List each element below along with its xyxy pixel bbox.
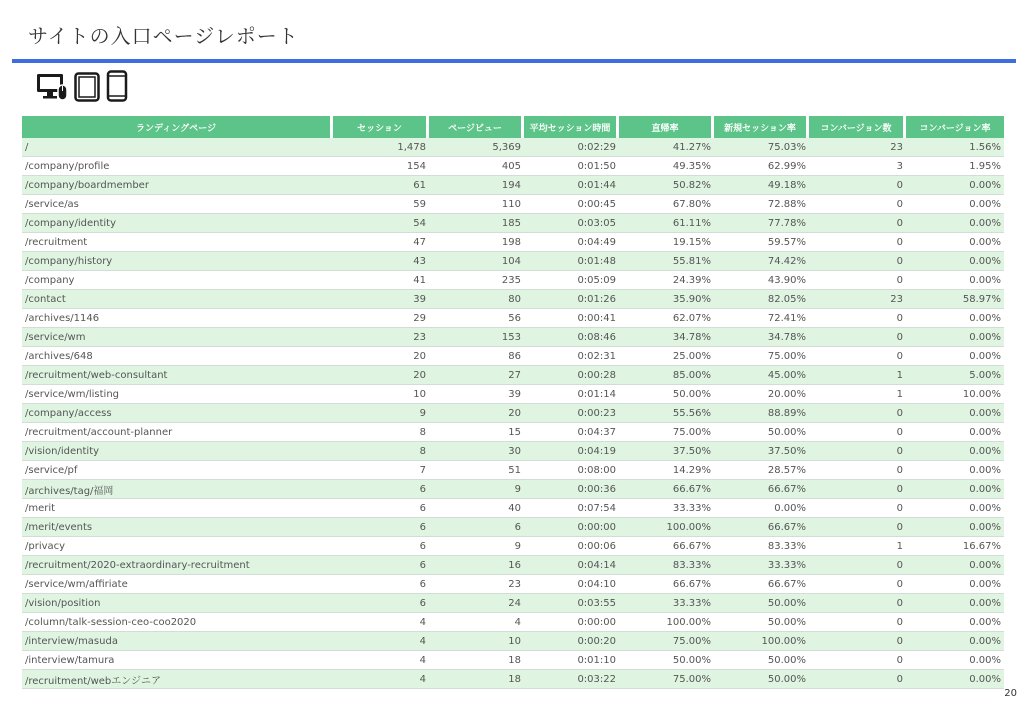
cell-conversion-rate: 0.00%	[906, 613, 1004, 632]
cell-bounce-rate: 75.00%	[619, 423, 714, 442]
table-row	[22, 537, 1004, 556]
cell-avg-session-duration: 0:01:14	[524, 385, 619, 404]
column-header-sessions: セッション	[333, 116, 429, 138]
cell-sessions: 6	[333, 480, 429, 499]
cell-sessions: 6	[333, 499, 429, 518]
table-row	[22, 195, 1004, 214]
table-row	[22, 366, 1004, 385]
cell-pageviews: 30	[429, 442, 524, 461]
cell-sessions: 6	[333, 594, 429, 613]
table-row	[22, 499, 1004, 518]
cell-avg-session-duration: 0:05:09	[524, 271, 619, 290]
cell-bounce-rate: 83.33%	[619, 556, 714, 575]
table-body	[22, 138, 1004, 689]
cell-sessions: 8	[333, 442, 429, 461]
table-row	[22, 575, 1004, 594]
cell-conversions: 0	[809, 423, 906, 442]
cell-landing-page: /service/wm	[22, 328, 333, 347]
table-row	[22, 404, 1004, 423]
table-row	[22, 461, 1004, 480]
title-divider	[12, 59, 1016, 63]
cell-bounce-rate: 61.11%	[619, 214, 714, 233]
cell-new-session-rate: 33.33%	[714, 556, 809, 575]
cell-sessions: 39	[333, 290, 429, 309]
cell-bounce-rate: 25.00%	[619, 347, 714, 366]
column-header-bounce-rate: 直帰率	[619, 116, 714, 138]
cell-sessions: 23	[333, 328, 429, 347]
cell-avg-session-duration: 0:00:36	[524, 480, 619, 499]
cell-landing-page: /archives/tag/福岡	[22, 480, 333, 499]
cell-landing-page: /company/history	[22, 252, 333, 271]
table-row	[22, 347, 1004, 366]
cell-conversions: 3	[809, 157, 906, 176]
cell-bounce-rate: 50.82%	[619, 176, 714, 195]
cell-sessions: 61	[333, 176, 429, 195]
landing-page-table	[22, 116, 1004, 689]
cell-pageviews: 16	[429, 556, 524, 575]
cell-conversions: 0	[809, 461, 906, 480]
cell-pageviews: 86	[429, 347, 524, 366]
cell-conversion-rate: 0.00%	[906, 423, 1004, 442]
cell-pageviews: 20	[429, 404, 524, 423]
cell-bounce-rate: 33.33%	[619, 499, 714, 518]
column-header-landing-page: ランディングページ	[22, 116, 333, 138]
cell-sessions: 4	[333, 670, 429, 689]
cell-conversions: 0	[809, 347, 906, 366]
cell-conversion-rate: 58.97%	[906, 290, 1004, 309]
cell-conversions: 1	[809, 537, 906, 556]
cell-landing-page: /interview/masuda	[22, 632, 333, 651]
cell-landing-page: /vision/identity	[22, 442, 333, 461]
cell-conversions: 0	[809, 613, 906, 632]
cell-bounce-rate: 24.39%	[619, 271, 714, 290]
cell-conversions: 0	[809, 309, 906, 328]
column-header-new-session-rate: 新規セッション率	[714, 116, 809, 138]
cell-conversions: 0	[809, 233, 906, 252]
cell-new-session-rate: 72.41%	[714, 309, 809, 328]
cell-conversion-rate: 0.00%	[906, 271, 1004, 290]
cell-new-session-rate: 37.50%	[714, 442, 809, 461]
table-row	[22, 594, 1004, 613]
cell-new-session-rate: 75.00%	[714, 347, 809, 366]
table-row	[22, 252, 1004, 271]
table-row	[22, 385, 1004, 404]
cell-avg-session-duration: 0:04:14	[524, 556, 619, 575]
table-row	[22, 138, 1004, 157]
cell-bounce-rate: 75.00%	[619, 670, 714, 689]
cell-sessions: 47	[333, 233, 429, 252]
cell-avg-session-duration: 0:01:50	[524, 157, 619, 176]
cell-bounce-rate: 67.80%	[619, 195, 714, 214]
table-row	[22, 556, 1004, 575]
table-row	[22, 632, 1004, 651]
cell-sessions: 6	[333, 537, 429, 556]
table-row	[22, 613, 1004, 632]
cell-new-session-rate: 66.67%	[714, 518, 809, 537]
cell-landing-page: /column/talk-session-ceo-coo2020	[22, 613, 333, 632]
table-row	[22, 271, 1004, 290]
cell-conversion-rate: 0.00%	[906, 442, 1004, 461]
table-row	[22, 670, 1004, 689]
cell-avg-session-duration: 0:03:22	[524, 670, 619, 689]
column-header-pageviews: ページビュー	[429, 116, 524, 138]
cell-pageviews: 110	[429, 195, 524, 214]
cell-bounce-rate: 66.67%	[619, 537, 714, 556]
cell-pageviews: 23	[429, 575, 524, 594]
cell-landing-page: /service/pf	[22, 461, 333, 480]
page-title: サイトの入口ページレポート	[28, 24, 299, 48]
column-header-avg-session-duration: 平均セッション時間	[524, 116, 619, 138]
cell-bounce-rate: 66.67%	[619, 575, 714, 594]
cell-landing-page: /recruitment/webエンジニア	[22, 670, 333, 689]
cell-conversions: 0	[809, 575, 906, 594]
cell-sessions: 10	[333, 385, 429, 404]
cell-landing-page: /service/wm/listing	[22, 385, 333, 404]
cell-new-session-rate: 28.57%	[714, 461, 809, 480]
cell-landing-page: /company/access	[22, 404, 333, 423]
cell-avg-session-duration: 0:00:45	[524, 195, 619, 214]
cell-sessions: 6	[333, 518, 429, 537]
cell-pageviews: 405	[429, 157, 524, 176]
cell-landing-page: /interview/tamura	[22, 651, 333, 670]
cell-sessions: 7	[333, 461, 429, 480]
cell-bounce-rate: 50.00%	[619, 651, 714, 670]
cell-bounce-rate: 50.00%	[619, 385, 714, 404]
cell-pageviews: 153	[429, 328, 524, 347]
cell-new-session-rate: 88.89%	[714, 404, 809, 423]
cell-pageviews: 194	[429, 176, 524, 195]
cell-new-session-rate: 66.67%	[714, 575, 809, 594]
cell-new-session-rate: 77.78%	[714, 214, 809, 233]
cell-conversions: 1	[809, 385, 906, 404]
cell-landing-page: /company/profile	[22, 157, 333, 176]
cell-conversion-rate: 0.00%	[906, 556, 1004, 575]
cell-bounce-rate: 35.90%	[619, 290, 714, 309]
cell-avg-session-duration: 0:02:31	[524, 347, 619, 366]
cell-conversion-rate: 10.00%	[906, 385, 1004, 404]
cell-avg-session-duration: 0:04:19	[524, 442, 619, 461]
cell-bounce-rate: 100.00%	[619, 518, 714, 537]
cell-pageviews: 15	[429, 423, 524, 442]
cell-conversions: 0	[809, 556, 906, 575]
cell-landing-page: /merit/events	[22, 518, 333, 537]
cell-conversions: 23	[809, 138, 906, 157]
table-row	[22, 423, 1004, 442]
cell-pageviews: 5,369	[429, 138, 524, 157]
cell-landing-page: /company/identity	[22, 214, 333, 233]
cell-sessions: 6	[333, 575, 429, 594]
table-row	[22, 214, 1004, 233]
cell-conversions: 0	[809, 670, 906, 689]
cell-landing-page: /service/wm/affiriate	[22, 575, 333, 594]
cell-avg-session-duration: 0:00:23	[524, 404, 619, 423]
cell-avg-session-duration: 0:01:10	[524, 651, 619, 670]
cell-conversion-rate: 1.95%	[906, 157, 1004, 176]
table-row	[22, 309, 1004, 328]
cell-pageviews: 104	[429, 252, 524, 271]
cell-avg-session-duration: 0:00:06	[524, 537, 619, 556]
table-row	[22, 157, 1004, 176]
cell-pageviews: 185	[429, 214, 524, 233]
cell-bounce-rate: 75.00%	[619, 632, 714, 651]
cell-new-session-rate: 82.05%	[714, 290, 809, 309]
cell-sessions: 6	[333, 556, 429, 575]
cell-new-session-rate: 74.42%	[714, 252, 809, 271]
cell-conversion-rate: 0.00%	[906, 651, 1004, 670]
cell-conversions: 0	[809, 328, 906, 347]
cell-bounce-rate: 55.81%	[619, 252, 714, 271]
cell-pageviews: 18	[429, 670, 524, 689]
cell-avg-session-duration: 0:07:54	[524, 499, 619, 518]
cell-pageviews: 80	[429, 290, 524, 309]
table-row	[22, 442, 1004, 461]
cell-avg-session-duration: 0:00:00	[524, 613, 619, 632]
cell-bounce-rate: 49.35%	[619, 157, 714, 176]
cell-conversion-rate: 0.00%	[906, 214, 1004, 233]
cell-new-session-rate: 50.00%	[714, 670, 809, 689]
cell-sessions: 59	[333, 195, 429, 214]
cell-new-session-rate: 50.00%	[714, 651, 809, 670]
cell-landing-page: /merit	[22, 499, 333, 518]
cell-new-session-rate: 50.00%	[714, 594, 809, 613]
cell-sessions: 54	[333, 214, 429, 233]
column-header-conversions: コンバージョン数	[809, 116, 906, 138]
cell-landing-page: /vision/position	[22, 594, 333, 613]
cell-avg-session-duration: 0:00:28	[524, 366, 619, 385]
cell-conversions: 0	[809, 651, 906, 670]
cell-sessions: 20	[333, 366, 429, 385]
cell-new-session-rate: 49.18%	[714, 176, 809, 195]
cell-conversions: 0	[809, 252, 906, 271]
cell-conversion-rate: 0.00%	[906, 328, 1004, 347]
cell-conversion-rate: 16.67%	[906, 537, 1004, 556]
cell-bounce-rate: 41.27%	[619, 138, 714, 157]
cell-conversion-rate: 0.00%	[906, 480, 1004, 499]
column-header-conversion-rate: コンバージョン率	[906, 116, 1004, 138]
cell-conversions: 0	[809, 632, 906, 651]
cell-conversion-rate: 0.00%	[906, 233, 1004, 252]
cell-conversion-rate: 0.00%	[906, 461, 1004, 480]
table-header-row	[22, 116, 1004, 138]
cell-conversion-rate: 0.00%	[906, 195, 1004, 214]
cell-sessions: 20	[333, 347, 429, 366]
cell-landing-page: /recruitment/web-consultant	[22, 366, 333, 385]
cell-landing-page: /archives/648	[22, 347, 333, 366]
cell-landing-page: /	[22, 138, 333, 157]
cell-bounce-rate: 14.29%	[619, 461, 714, 480]
cell-avg-session-duration: 0:03:05	[524, 214, 619, 233]
cell-sessions: 41	[333, 271, 429, 290]
cell-landing-page: /company/boardmember	[22, 176, 333, 195]
page-number: 20	[1004, 688, 1017, 699]
cell-bounce-rate: 85.00%	[619, 366, 714, 385]
cell-conversions: 0	[809, 480, 906, 499]
table-row	[22, 651, 1004, 670]
cell-conversion-rate: 0.00%	[906, 575, 1004, 594]
cell-conversion-rate: 1.56%	[906, 138, 1004, 157]
cell-conversions: 0	[809, 442, 906, 461]
cell-pageviews: 6	[429, 518, 524, 537]
cell-conversion-rate: 0.00%	[906, 347, 1004, 366]
tablet-icon	[74, 72, 100, 102]
cell-avg-session-duration: 0:02:29	[524, 138, 619, 157]
cell-pageviews: 24	[429, 594, 524, 613]
cell-avg-session-duration: 0:00:00	[524, 518, 619, 537]
table-row	[22, 233, 1004, 252]
cell-pageviews: 235	[429, 271, 524, 290]
cell-sessions: 4	[333, 651, 429, 670]
cell-conversions: 0	[809, 404, 906, 423]
cell-new-session-rate: 20.00%	[714, 385, 809, 404]
cell-new-session-rate: 66.67%	[714, 480, 809, 499]
cell-pageviews: 4	[429, 613, 524, 632]
cell-conversion-rate: 0.00%	[906, 176, 1004, 195]
cell-conversions: 0	[809, 518, 906, 537]
cell-bounce-rate: 33.33%	[619, 594, 714, 613]
cell-bounce-rate: 66.67%	[619, 480, 714, 499]
cell-conversions: 1	[809, 366, 906, 385]
cell-conversions: 0	[809, 499, 906, 518]
cell-pageviews: 9	[429, 537, 524, 556]
cell-landing-page: /archives/1146	[22, 309, 333, 328]
cell-avg-session-duration: 0:01:44	[524, 176, 619, 195]
desktop-icon	[36, 70, 68, 102]
cell-new-session-rate: 100.00%	[714, 632, 809, 651]
table-row	[22, 176, 1004, 195]
cell-conversion-rate: 0.00%	[906, 404, 1004, 423]
cell-sessions: 43	[333, 252, 429, 271]
table-row	[22, 328, 1004, 347]
cell-avg-session-duration: 0:01:48	[524, 252, 619, 271]
cell-new-session-rate: 34.78%	[714, 328, 809, 347]
cell-new-session-rate: 43.90%	[714, 271, 809, 290]
table-row	[22, 480, 1004, 499]
cell-new-session-rate: 62.99%	[714, 157, 809, 176]
cell-sessions: 154	[333, 157, 429, 176]
cell-pageviews: 56	[429, 309, 524, 328]
cell-bounce-rate: 19.15%	[619, 233, 714, 252]
cell-new-session-rate: 75.03%	[714, 138, 809, 157]
cell-avg-session-duration: 0:04:37	[524, 423, 619, 442]
cell-pageviews: 9	[429, 480, 524, 499]
cell-bounce-rate: 37.50%	[619, 442, 714, 461]
cell-pageviews: 39	[429, 385, 524, 404]
table-row	[22, 518, 1004, 537]
cell-new-session-rate: 50.00%	[714, 423, 809, 442]
cell-new-session-rate: 0.00%	[714, 499, 809, 518]
cell-landing-page: /company	[22, 271, 333, 290]
cell-pageviews: 198	[429, 233, 524, 252]
cell-sessions: 1,478	[333, 138, 429, 157]
cell-conversions: 0	[809, 195, 906, 214]
cell-pageviews: 10	[429, 632, 524, 651]
cell-pageviews: 51	[429, 461, 524, 480]
cell-conversion-rate: 0.00%	[906, 518, 1004, 537]
cell-avg-session-duration: 0:03:55	[524, 594, 619, 613]
cell-new-session-rate: 45.00%	[714, 366, 809, 385]
cell-bounce-rate: 62.07%	[619, 309, 714, 328]
cell-sessions: 8	[333, 423, 429, 442]
cell-bounce-rate: 100.00%	[619, 613, 714, 632]
cell-pageviews: 18	[429, 651, 524, 670]
cell-conversions: 0	[809, 594, 906, 613]
cell-conversions: 0	[809, 176, 906, 195]
cell-new-session-rate: 59.57%	[714, 233, 809, 252]
cell-avg-session-duration: 0:04:49	[524, 233, 619, 252]
cell-landing-page: /contact	[22, 290, 333, 309]
cell-conversion-rate: 5.00%	[906, 366, 1004, 385]
cell-conversions: 23	[809, 290, 906, 309]
device-icons	[36, 70, 134, 102]
cell-pageviews: 27	[429, 366, 524, 385]
cell-new-session-rate: 50.00%	[714, 613, 809, 632]
cell-conversions: 0	[809, 214, 906, 233]
cell-landing-page: /recruitment	[22, 233, 333, 252]
cell-avg-session-duration: 0:00:41	[524, 309, 619, 328]
cell-conversion-rate: 0.00%	[906, 632, 1004, 651]
cell-avg-session-duration: 0:08:46	[524, 328, 619, 347]
cell-sessions: 4	[333, 613, 429, 632]
cell-bounce-rate: 34.78%	[619, 328, 714, 347]
cell-new-session-rate: 72.88%	[714, 195, 809, 214]
cell-avg-session-duration: 0:00:20	[524, 632, 619, 651]
cell-sessions: 29	[333, 309, 429, 328]
cell-new-session-rate: 83.33%	[714, 537, 809, 556]
smartphone-icon	[106, 70, 128, 102]
cell-conversion-rate: 0.00%	[906, 309, 1004, 328]
cell-landing-page: /service/as	[22, 195, 333, 214]
cell-conversion-rate: 0.00%	[906, 594, 1004, 613]
cell-conversion-rate: 0.00%	[906, 252, 1004, 271]
cell-conversion-rate: 0.00%	[906, 499, 1004, 518]
cell-conversion-rate: 0.00%	[906, 670, 1004, 689]
cell-avg-session-duration: 0:04:10	[524, 575, 619, 594]
cell-bounce-rate: 55.56%	[619, 404, 714, 423]
cell-avg-session-duration: 0:08:00	[524, 461, 619, 480]
table-row	[22, 290, 1004, 309]
cell-sessions: 9	[333, 404, 429, 423]
cell-landing-page: /privacy	[22, 537, 333, 556]
cell-pageviews: 40	[429, 499, 524, 518]
cell-conversions: 0	[809, 271, 906, 290]
cell-avg-session-duration: 0:01:26	[524, 290, 619, 309]
cell-sessions: 4	[333, 632, 429, 651]
cell-landing-page: /recruitment/account-planner	[22, 423, 333, 442]
cell-landing-page: /recruitment/2020-extraordinary-recruitment	[22, 556, 333, 575]
